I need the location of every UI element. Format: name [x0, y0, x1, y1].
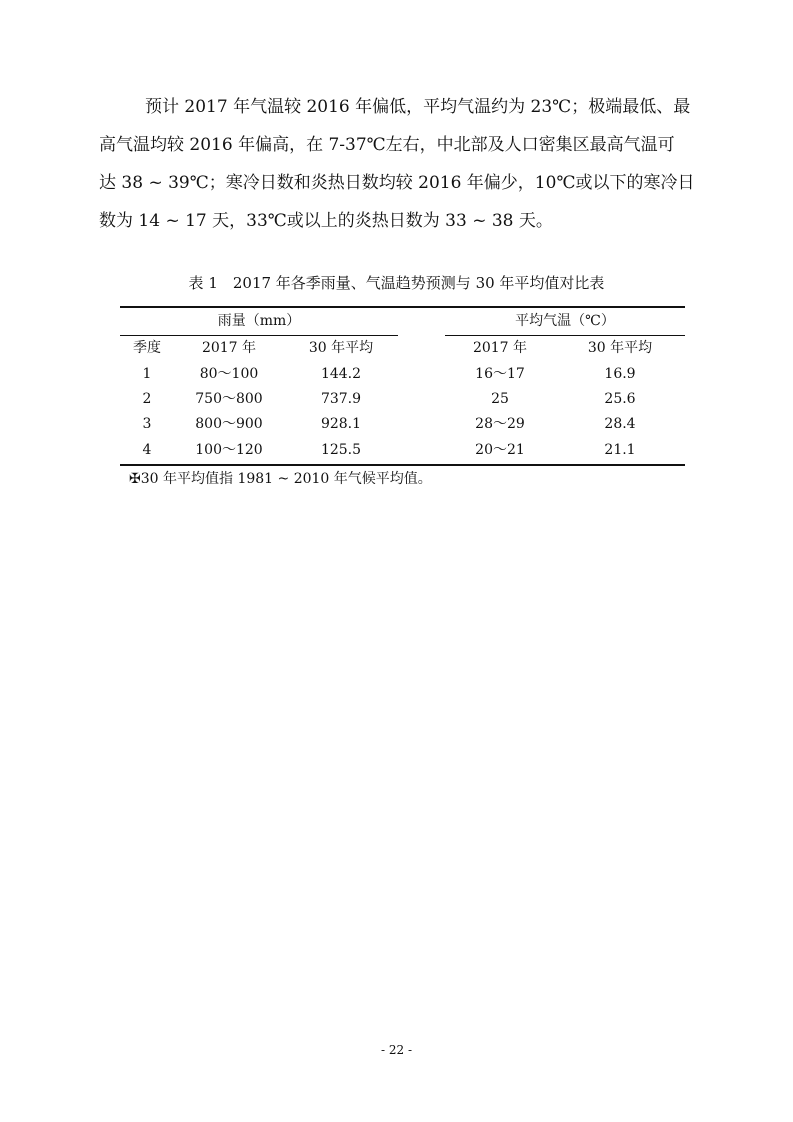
body-paragraph [99, 88, 719, 240]
table-cell-season: 2 [142, 391, 152, 407]
table-cell-temp-2017: 16～17 [475, 366, 525, 382]
column-header-temp-2017: 2017 年 [472, 340, 528, 356]
table-note: ✠30 年平均值指 1981 ~ 2010 年气候平均值。 [129, 471, 432, 487]
column-header-rain-30yr: 30 年平均 [308, 340, 374, 356]
table-cell-rain-30yr: 125.5 [320, 442, 362, 458]
table-cell-rain-30yr: 737.9 [320, 391, 362, 407]
comparison-table [120, 306, 685, 466]
table-cell-rain-2017: 750～800 [195, 391, 263, 407]
table-cell-rain-2017: 80～100 [199, 366, 259, 382]
table-cell-rain-2017: 100～120 [195, 442, 263, 458]
table-cell-season: 3 [142, 416, 152, 432]
column-header-season: 季度 [133, 340, 161, 356]
group-header-temperature: 平均气温（℃） [515, 313, 615, 329]
paragraph-line-3: 达 38 ~ 39℃；寒冷日数和炎热日数均较 2016 年偏少，10℃或以下的寒冷日 [99, 173, 695, 193]
table-cell-temp-30yr: 21.1 [604, 442, 636, 458]
page-number: - 22 - [380, 1043, 412, 1057]
table-cell-temp-30yr: 16.9 [604, 366, 636, 382]
paragraph-line-1: 预计 2017 年气温较 2016 年偏低，平均气温约为 23℃；极端最低、最 [145, 97, 691, 117]
table-cell-temp-2017: 28～29 [475, 416, 525, 432]
table-cell-rain-30yr: 928.1 [320, 416, 362, 432]
paragraph-line-2: 高气温均较 2016 年偏高，在 7-37℃左右，中北部及人口密集区最高气温可 [99, 135, 675, 155]
table-cell-rain-2017: 800～900 [195, 416, 263, 432]
table-cell-rain-30yr: 144.2 [320, 366, 362, 382]
group-header-rainfall: 雨量（mm） [217, 313, 301, 329]
table-cell-season: 4 [142, 442, 152, 458]
table-cell-temp-2017: 20～21 [475, 442, 525, 458]
column-header-temp-30yr: 30 年平均 [587, 340, 653, 356]
table-cell-temp-2017: 25 [491, 391, 509, 407]
column-header-rain-2017: 2017 年 [201, 340, 257, 356]
table-cell-season: 1 [142, 366, 152, 382]
table-cell-temp-30yr: 25.6 [604, 391, 636, 407]
table-caption: 表 1 2017 年各季雨量、气温趋势预测与 30 年平均值对比表 [188, 274, 605, 292]
paragraph-line-4: 数为 14 ~ 17 天，33℃或以上的炎热日数为 33 ~ 38 天。 [99, 211, 553, 231]
table-cell-temp-30yr: 28.4 [604, 416, 636, 432]
